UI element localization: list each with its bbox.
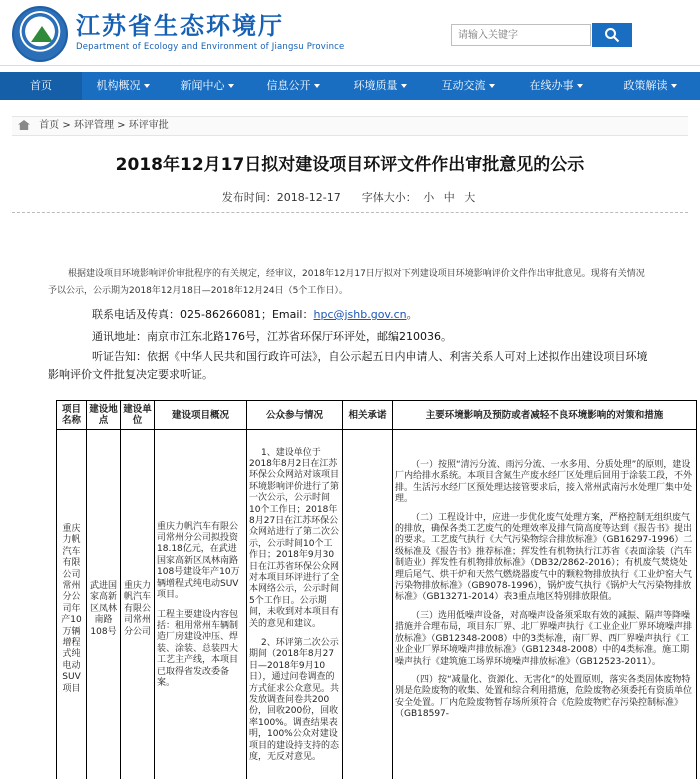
nav-org[interactable]: 机构概况 (82, 72, 164, 100)
site-title[interactable]: 江苏省生态环境厅 (76, 12, 284, 40)
project-location-cell: 武进国家高新区凤林南路108号 (87, 430, 121, 779)
font-size-label: 字体大小： (361, 191, 417, 204)
contact-phone: 联系电话及传真：025-86266081；Email： (92, 308, 314, 321)
breadcrumb-sep: > (117, 120, 126, 131)
table-header: 建设项目概况 (155, 401, 247, 430)
table-header: 建设单位 (121, 401, 155, 430)
table-header: 项目名称 (57, 401, 87, 430)
hearing-notice: 听证告知：依据《中华人民共和国行政许可法》，自公示起五日内申请人、利害关系人可对上述拟作出建设项目环境影响评价文件批复决定要求听证。 (48, 350, 648, 381)
font-size-medium[interactable]: 中 (443, 191, 455, 204)
table-header-row (57, 401, 697, 430)
home-icon (18, 120, 30, 130)
breadcrumb-level1[interactable]: 环评管理 (73, 120, 114, 131)
contact-line (92, 306, 418, 322)
site-header (0, 0, 700, 66)
nav-env-quality[interactable]: 环境质量 (336, 72, 424, 100)
public-paragraph: 2、环评第二次公示期间（2018年8月27日—2018年9月10日），通过问卷调查的方式征求公众意见。共发放调查问卷共200份，回收200份，回收率100%。调查结果表明，100%公众对建设项目的建设持支持的态度，无反对意见。 (249, 638, 340, 763)
measure-paragraph: （四）按“减量化、资源化、无害化”的处置原则，落实各类固体废物特别是危险废物的收集、处置和综合利用措施，危险废物必须委托有资质单位安全处置。厂内危险废物暂存场所须符合《危险废物贮存污染控制标准》（GB18597- (395, 674, 693, 720)
search-icon (604, 27, 620, 43)
project-name-cell: 重庆力帆汽车有限公司常州分公司年产10万辆增程式纯电动SUV项目 (57, 430, 87, 779)
table-header: 主要环境影响及预防或者减轻不良环境影响的对策和措施 (393, 401, 697, 430)
project-table (56, 400, 697, 779)
measure-paragraph: （二）工程设计中，应进一步优化废气处理方案，严格控制无组织废气的排放，确保各类工艺废气的处理效率及排气筒高度等达到《报告书》提出的要求。工艺废气执行《大气污染物综合排放标准》（GB16297-1996）二级标准及《报告书》推荐标准；挥发性有机物执行江苏省《表面涂装（汽车制造业）挥发性有机物排放标准》（DB32/2862-2016）；有机废气焚烧处理后尾气、烘干炉和天然气燃烧器废气中的颗粒物排放执行《工业炉窑大气污染物排放标准》（GB9078-1996），锅炉废气执行《锅炉大气污染物排放标准》（GB13271-2014）表3重点地区特别排放限值。 (395, 512, 693, 603)
measure-paragraph: （一）按照“清污分流、雨污分流、一水多用、分质处理”的原则，建设厂内给排水系统。本项目含氮生产废水经厂区处理后回用于涂装工段，不外排。生活污水经厂区预处理达接管要求后，接入常州武南污水处理厂集中处理。 (395, 460, 693, 505)
table-header: 公众参与情况 (247, 401, 343, 430)
nav-news[interactable]: 新闻中心 (164, 72, 250, 100)
chevron-down-icon (671, 84, 677, 88)
date-label: 发布时间： (221, 191, 277, 204)
divider (12, 212, 688, 213)
search-button[interactable] (592, 23, 632, 47)
measure-paragraph: （三）选用低噪声设备，对高噪声设备须采取有效的减振、隔声等降噪措施并合理布局，项目东厂界、北厂界噪声执行《工业企业厂界环境噪声排放标准》（GB12348-2008）中的3类标准，南厂界、西厂界噪声执行《工业企业厂界环境噪声排放标准》（GB12348-2008）中的4类标准。施工期噪声执行《建筑施工场界环境噪声排放标准》（GB12523-2011）。 (395, 610, 693, 667)
chevron-down-icon (489, 84, 495, 88)
table-header: 相关承诺 (343, 401, 393, 430)
address-line: 通讯地址：南京市江东北路176号，江苏省环保厅环评处，邮编210036。 (92, 330, 452, 343)
breadcrumb (12, 116, 688, 136)
public-paragraph: 1、建设单位于2018年8月2日在江苏环保公众网站对该项目环境影响评价进行了第一次公示，公示时间10个工作日；2018年8月27日在江苏环保公众网站进行了第二次公示，公示时间10个工作日；2018年9月30日在江苏省环保公众网对本项目环评进行了全本网络公示，公示时间5个工作日。公示期间，未收到对本项目有关的意见和建议。 (249, 447, 340, 629)
page-title: 2018年12月17日拟对建设项目环评文件作出审批意见的公示 (115, 155, 585, 175)
contact-email-link[interactable]: hpc@jshb.gov.cn (313, 308, 407, 321)
intro-paragraph: 根据建设项目环境影响评价审批程序的有关规定，经审议，2018年12月17日厅拟对下列建设项目环境影响评价文件作出审批意见。现将有关情况予以公示，公示期为2018年12月18日—2018年12月24日（5个工作日）。 (48, 269, 645, 296)
main-nav (0, 72, 700, 100)
chevron-down-icon (314, 84, 320, 88)
chevron-down-icon (401, 84, 407, 88)
chevron-down-icon (228, 84, 234, 88)
promise-cell (343, 430, 393, 779)
site-logo-icon[interactable] (12, 6, 68, 62)
nav-interaction[interactable]: 互动交流 (424, 72, 512, 100)
contact-end: 。 (406, 308, 418, 321)
project-overview-cell (155, 430, 247, 779)
font-size-large[interactable]: 大 (464, 191, 476, 204)
nav-policy[interactable]: 政策解读 (600, 72, 700, 100)
overview-paragraph: 工程主要建设内容包括：租用常州车辆制造厂房建设冲压、焊装、涂装、总装四大工艺主产线，本项目已取得省发改委备案。 (157, 609, 239, 688)
nav-home[interactable]: 首页 (0, 72, 82, 100)
chevron-down-icon (144, 84, 150, 88)
publish-date: 2018-12-17 (276, 191, 341, 204)
search-input[interactable] (451, 24, 591, 46)
table-row (57, 430, 697, 779)
breadcrumb-home[interactable]: 首页 (39, 120, 60, 131)
chevron-down-icon (577, 84, 583, 88)
nav-info[interactable]: 信息公开 (250, 72, 336, 100)
measures-cell (393, 430, 697, 779)
site-subtitle: Department of Ecology and Environment of Jiangsu Province (76, 42, 345, 52)
breadcrumb-level2[interactable]: 环评审批 (128, 120, 169, 131)
public-participation-cell (247, 430, 343, 779)
article-meta (0, 189, 700, 205)
nav-online-service[interactable]: 在线办事 (512, 72, 600, 100)
breadcrumb-sep: > (62, 120, 71, 131)
overview-paragraph: 重庆力帆汽车有限公司常州分公司拟投资18.18亿元，在武进国家高新区凤林南路108号建设年产10万辆增程式纯电动SUV项目。 (157, 521, 240, 601)
table-header: 建设地点 (87, 401, 121, 430)
font-size-small[interactable]: 小 (423, 191, 435, 204)
project-unit-cell: 重庆力帆汽车有限公司常州分公司 (121, 430, 155, 779)
